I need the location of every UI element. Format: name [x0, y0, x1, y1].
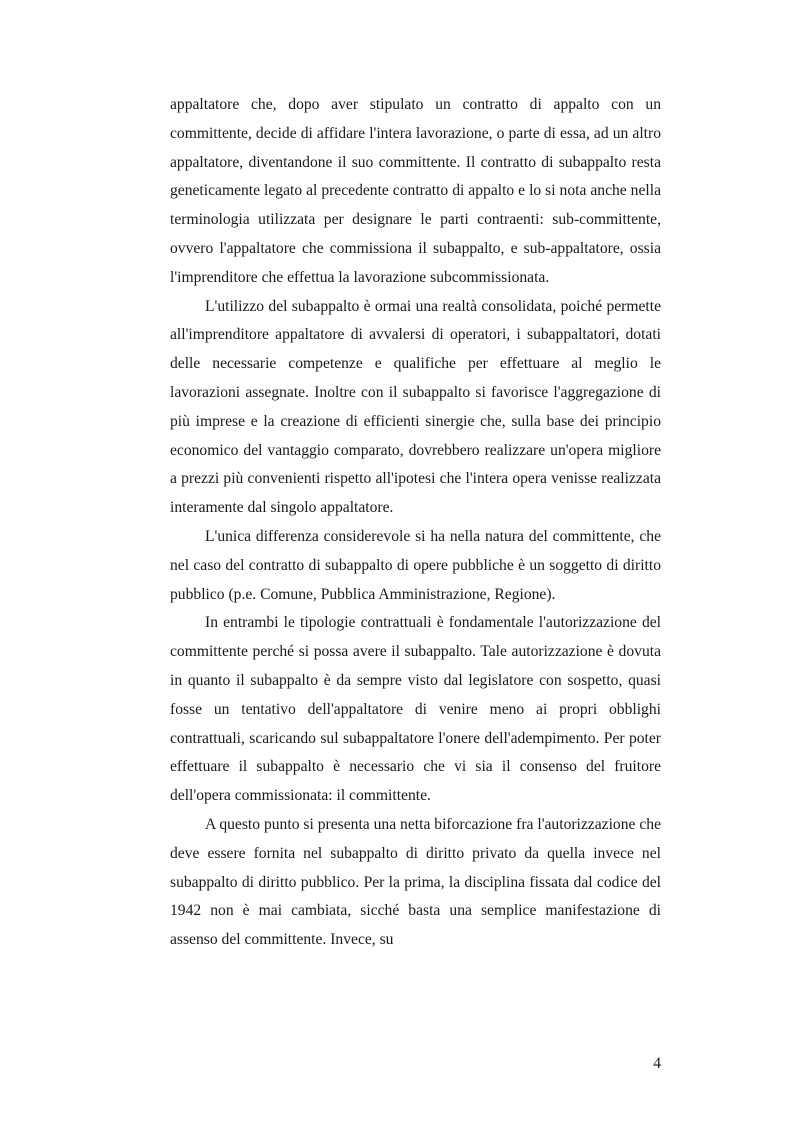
paragraph-4: In entrambi le tipologie contrattuali è fondamentale l'autorizzazione del committente perché si possa avere il subappalto. Tale autorizzazione è dovuta in quanto il subappalto è da sempre visto dal legislatore con sospetto, quasi fosse un tentativo dell'appaltatore di venire meno ai propri obblighi contrattuali, scaricando sul subappaltatore l'onere dell'adempimento. Per poter effettuare il subappalto è necessario che vi sia il consenso del fruitore dell'opera commissionata: il committente. — [170, 614, 661, 805]
document-body — [170, 91, 661, 955]
page-number: 4 — [653, 1055, 661, 1072]
paragraph-3: L'unica differenza considerevole si ha nella natura del committente, che nel caso del contratto di subappalto di opere pubbliche è un soggetto di diritto pubblico (p.e. Comune, Pubblica Amministrazione, Regione). — [170, 527, 661, 603]
paragraph-5: A questo punto si presenta una netta biforcazione fra l'autorizzazione che deve essere fornita nel subappalto di diritto privato da quella invece nel subappalto di diritto pubblico. Per la prima, la disciplina fissata dal codice del 1942 non è mai cambiata, sicché basta una semplice manifestazione di assenso del committente. Invece, su — [170, 815, 661, 949]
paragraph-1: appaltatore che, dopo aver stipulato un contratto di appalto con un committente, decide di affidare l'intera lavorazione, o parte di essa, ad un altro appaltatore, diventandone il suo committente. Il contratto di subappalto resta geneticamente legato al precedente contratto di appalto e lo si nota anche nella terminologia utilizzata per designare le parti contraenti: sub-committente, ovvero l'appaltatore che commissiona il subappalto, e sub-appaltatore, ossia l'imprenditore che effettua la lavorazione subcommissionata. — [170, 96, 661, 286]
paragraph-2: L'utilizzo del subappalto è ormai una realtà consolidata, poiché permette all'imprenditore appaltatore di avvalersi di operatori, i subappaltatori, dotati delle necessarie competenze e qualifiche per effettuare al meglio le lavorazioni assegnate. Inoltre con il subappalto si favorisce l'aggregazione di più imprese e la creazione di efficienti sinergie che, sulla base dei principio economico del vantaggio comparato, dovrebbero realizzare un'opera migliore a prezzi più convenienti rispetto all'ipotesi che l'intera opera venisse realizzata interamente dal singolo appaltatore. — [170, 297, 661, 517]
